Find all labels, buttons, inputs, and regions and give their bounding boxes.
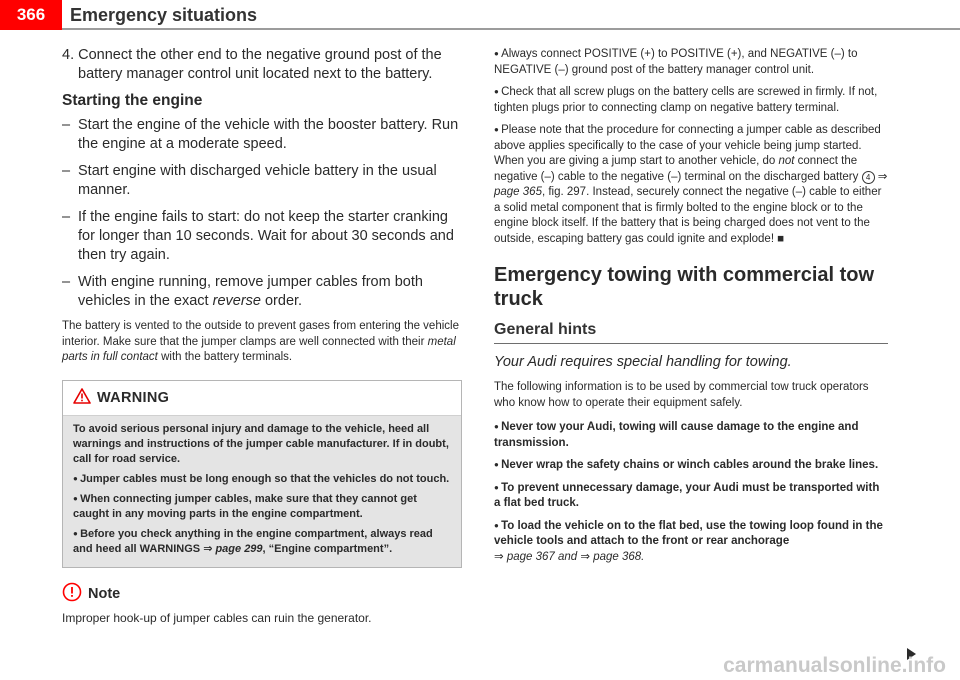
- connection-bullet-2: ● Check that all screw plugs on the battery cells are screwed in firmly. If not, tighten plugs prior to connecting clamp on negative battery terminal.: [494, 84, 888, 116]
- start-step-3: – If the engine fails to start: do not keep the starter cranking for longer than 10 seconds. Wait for about 30 seconds and then try again.: [62, 208, 462, 265]
- intro-line: Your Audi requires special handling for towing.: [494, 354, 792, 370]
- vent-paragraph: The battery is vented to the outside to prevent gases from entering the vehicle interior. Make sure that the jumper clamps are well connected with their metal parts in full contact with the battery terminals.: [62, 320, 459, 363]
- towing-bullet-4: ● To load the vehicle on to the flat bed, use the towing loop found in the vehicle tools and attach to the front or rear anchorage ⇒ page 367 and ⇒ page 368.: [494, 518, 888, 566]
- towing-bullet-3: ● To prevent unnecessary damage, your Audi must be transported with a flat bed truck.: [494, 480, 888, 512]
- tow-info-paragraph: The following information is to be used by commercial tow truck operators who know how to operate their equipment safely.: [494, 381, 869, 409]
- step-4: 4. Connect the other end to the negative ground post of the battery manager control unit located next to the battery.: [62, 47, 442, 82]
- start-step-1: – Start the engine of the vehicle with the booster battery. Run the engine at a moderate speed.: [62, 116, 462, 154]
- section-title: Emergency towing with commercial tow truck: [494, 264, 875, 310]
- towing-bullets: [494, 419, 888, 565]
- connection-bullet-1: ● Always connect POSITIVE (+) to POSITIVE (+), and NEGATIVE (–) to NEGATIVE (–) ground post of the battery manager control unit.: [494, 46, 888, 78]
- warning-bullet-3: ● Before you check anything in the engine compartment, always read and heed all WARNINGS ⇒ page 299, “Engine compartment”.: [73, 526, 453, 557]
- page-365-link[interactable]: ⇒ page 365: [494, 170, 888, 198]
- towing-bullet-1: ● Never tow your Audi, towing will cause damage to the engine and transmission.: [494, 419, 888, 451]
- warning-bullet-1: ● Jumper cables must be long enough so that the vehicles do not touch.: [73, 471, 453, 487]
- connection-bullets: [494, 46, 888, 247]
- circled-4-icon: 4: [862, 171, 875, 184]
- warning-body: [63, 416, 461, 567]
- connection-bullet-3: ● Please note that the procedure for connecting a jumper cable as described above applies specifically to the case of your vehicle being jump started. When you are giving a jump start to another vehicle, do not connect the negative (–) cable to the negative (–) terminal on the discharged battery 4 ⇒ page 365, fig. 297. Instead, securely connect the negative (–) cable to either a solid metal component that is firmly bolted to the engine block or to the engine block itself. If the battery that is being charged does not vent to the outside, escaping battery gas could ignite and explode! ■: [494, 122, 888, 247]
- start-step-2: – Start engine with discharged vehicle battery in the usual manner.: [62, 162, 462, 200]
- start-step-4: – With engine running, remove jumper cables from both vehicles in the exact reverse order.: [62, 273, 462, 311]
- subsection-rule: [494, 343, 888, 344]
- starting-engine-heading: Starting the engine: [62, 92, 203, 109]
- page-number-badge: 366: [0, 0, 62, 30]
- subsection-title: General hints: [494, 321, 597, 338]
- warning-label: WARNING: [97, 390, 170, 406]
- page-367-368-links[interactable]: ⇒ page 367 and ⇒ page 368.: [494, 550, 645, 563]
- page-299-link[interactable]: ⇒ page 299: [203, 542, 263, 555]
- page-header-title: Emergency situations: [70, 5, 258, 25]
- starting-steps: [62, 116, 462, 311]
- warning-triangle-icon: [73, 388, 91, 409]
- warning-box: [62, 380, 462, 568]
- note-exclamation-icon: [62, 582, 82, 607]
- note-label: Note: [88, 586, 121, 602]
- note-header: [62, 582, 462, 607]
- towing-bullet-2: ● Never wrap the safety chains or winch cables around the brake lines.: [494, 457, 888, 474]
- warning-header: [63, 381, 461, 416]
- warning-intro: To avoid serious personal injury and damage to the vehicle, heed all warnings and instructions of the jumper cable manufacturer. If in doubt, call for road service.: [73, 422, 449, 465]
- warning-bullet-2: ● When connecting jumper cables, make sure that they cannot get caught in any moving parts in the engine compartment.: [73, 491, 453, 522]
- note-text: Improper hook-up of jumper cables can ruin the generator.: [62, 610, 372, 625]
- left-column: [62, 46, 462, 625]
- right-column: [494, 46, 888, 571]
- watermark-text: carmanualsonline.info: [723, 654, 946, 677]
- header-rule: [62, 28, 960, 30]
